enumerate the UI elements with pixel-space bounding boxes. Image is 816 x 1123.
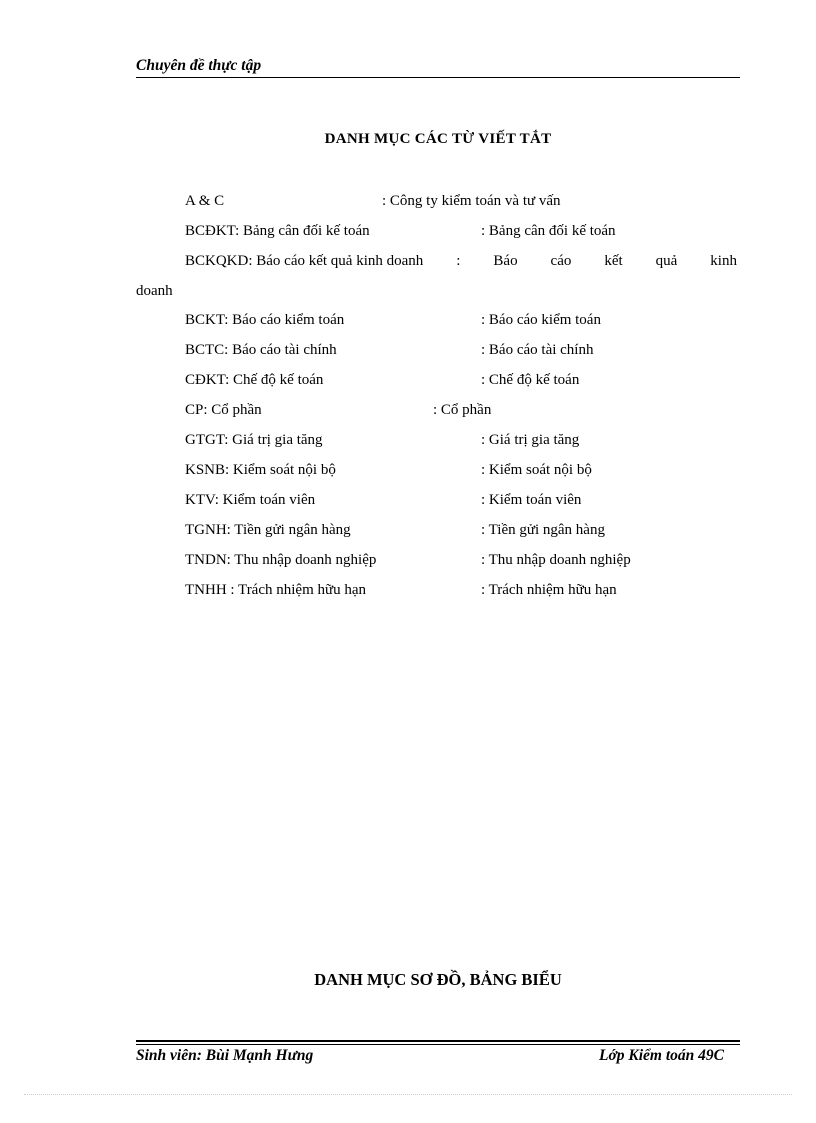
abbreviation-definition: : Báo cáo tài chính	[481, 342, 594, 358]
abbreviation-term: GTGT: Giá trị gia tăng	[185, 432, 323, 448]
diagrams-title: DANH MỤC SƠ ĐỒ, BẢNG BIỂU	[314, 970, 562, 989]
abbreviation-definition: : Giá trị gia tăng	[481, 432, 580, 448]
abbreviation-definition: : Thu nhập doanh nghiệp	[481, 552, 631, 568]
page-header: Chuyên đề thực tập	[136, 57, 262, 74]
abbreviation-term: BCKT: Báo cáo kiểm toán	[185, 312, 345, 328]
footer-student: Sinh viên: Bùi Mạnh Hưng	[136, 1047, 314, 1064]
abbreviations-title: DANH MỤC CÁC TỪ VIẾT TẮT	[324, 131, 552, 147]
definition-word: :	[456, 253, 461, 269]
definition-word: quả	[655, 253, 678, 269]
abbreviation-definition: : Chế độ kế toán	[481, 372, 580, 388]
abbreviation-definition: : Cổ phần	[433, 402, 492, 418]
abbreviation-term: TNDN: Thu nhập doanh nghiệp	[185, 552, 377, 568]
footer-rule	[136, 1040, 740, 1042]
page-bottom-divider	[24, 1094, 792, 1095]
abbreviation-definition: : Kiểm toán viên	[481, 492, 582, 508]
abbreviation-continuation: doanh	[136, 283, 173, 299]
abbreviation-definition: : Công ty kiểm toán và tư vấn	[382, 193, 561, 209]
abbreviation-term: BCKQKD: Báo cáo kết quả kinh doanh	[185, 253, 424, 269]
abbreviation-definition: : Kiểm soát nội bộ	[481, 462, 592, 478]
abbreviation-term: CĐKT: Chế độ kế toán	[185, 372, 324, 388]
header-rule	[136, 77, 740, 78]
abbreviation-definition: : Trách nhiệm hữu hạn	[481, 582, 617, 598]
abbreviation-term: A & C	[185, 193, 225, 209]
footer-rule	[136, 1044, 740, 1045]
abbreviation-term: TNHH : Trách nhiệm hữu hạn	[185, 582, 367, 598]
abbreviation-row-justified	[185, 253, 737, 270]
abbreviation-term: BCTC: Báo cáo tài chính	[185, 342, 337, 358]
definition-word: kinh	[710, 253, 737, 269]
abbreviation-term: KSNB: Kiểm soát nội bộ	[185, 462, 336, 478]
abbreviation-term: BCĐKT: Bảng cân đối kế toán	[185, 223, 370, 239]
definition-word: cáo	[550, 253, 572, 269]
definition-word: kết	[604, 253, 623, 269]
abbreviation-term: CP: Cổ phần	[185, 402, 262, 418]
abbreviation-term: TGNH: Tiền gửi ngân hàng	[185, 522, 351, 538]
abbreviation-definition: : Tiền gửi ngân hàng	[481, 522, 605, 538]
abbreviation-definition: : Bảng cân đối kế toán	[481, 223, 616, 239]
abbreviation-term: KTV: Kiểm toán viên	[185, 492, 316, 508]
abbreviation-definition: : Báo cáo kiểm toán	[481, 312, 601, 328]
footer-class: Lớp Kiểm toán 49C	[598, 1047, 724, 1064]
definition-word: Báo	[493, 253, 518, 269]
